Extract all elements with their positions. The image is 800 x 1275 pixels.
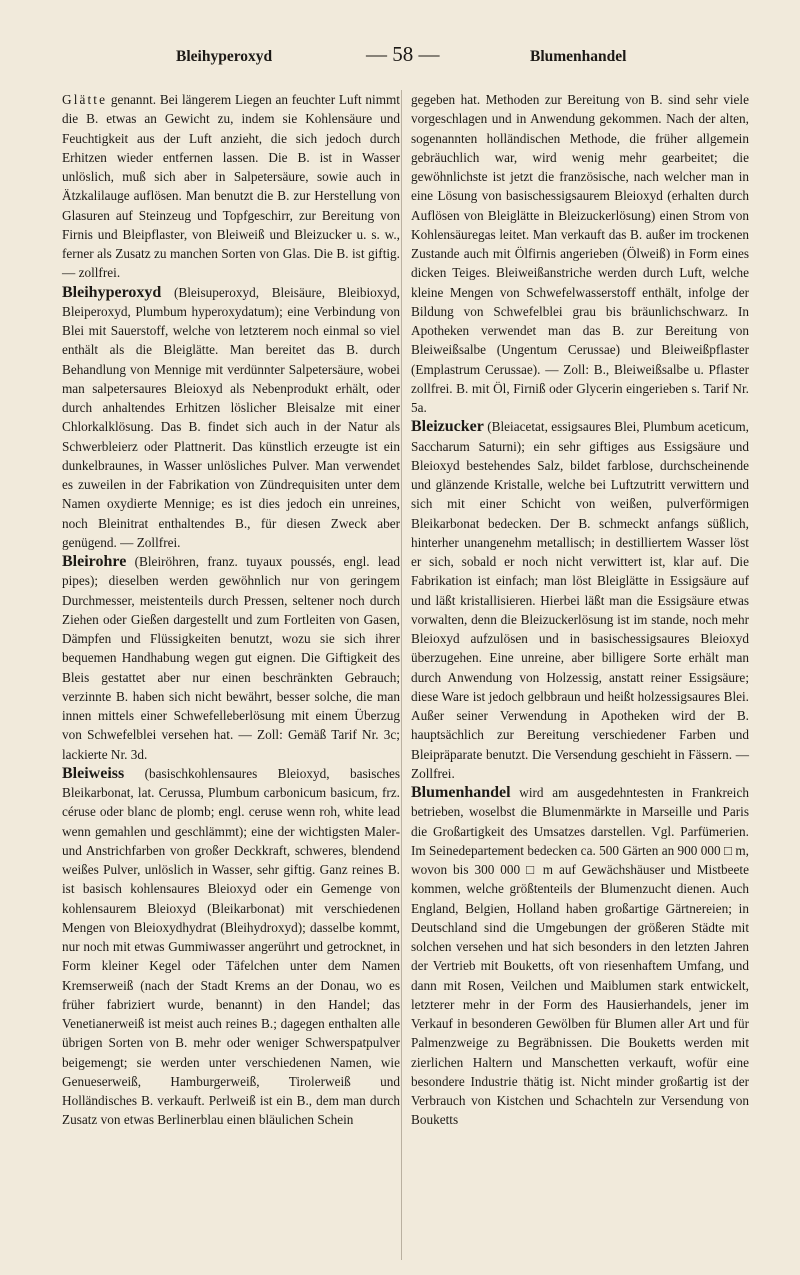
entry-text: wird am ausgedehntesten in Frankreich betrieben, woselbst die Blumenmärkte in Marseille und Paris die Großartigkeit des Umsatzes darstellen. Vgl. Parfümerien. Im Seinedepartement bedecken ca. 500 Gärten an 900 000 □ m, wovon bis 300 000 □ m auf Gewächshäuser und Mistbeete kommen, welche größtenteils der Blumenzucht dienen. Auch England, Belgien, Holland haben großartige Gärtnereien; in Deutschland sind die Umgebungen der größeren Städte mit solchen versehen und hat sich besonders in den letzten Jahren der Vertrieb mit Bouketts, oft von riesenhaftem Umfang, und dann mit Rosen, Veilchen und Maiblumen stark entwickelt, letzterer mehr in der Form des Hausierhandels, jener im Verkauf in besonderen Gewölben für Blumen aller Art und für Palmenzweige zu Begräbnissen. Die Bouketts werden mit zierlichen Haltern und Manschetten verkauft, wofür eine besondere Industrie thätig ist. Nicht minder großartig ist der Verbrauch von Kistchen und Schachteln zur Versendung von Bouketts [411,785,749,1128]
entry-keyword: Bleihyperoxyd [62,283,162,301]
header-dash-left: — [366,42,387,66]
entry-keyword: Blumenhandel [411,784,511,801]
entry-text: (basischkohlensaures Bleioxyd, basisches Bleikarbonat, lat. Cerussa, Plumbum carbonicum basicum, frz. céruse oder blanc de plomb; engl. ceruse wenn roh, white lead wenn gemahlen und geschlämmt); eine der wichtigsten Maler- und Anstrichfarben von großer Deckkraft, schweres, blendend weißes Pulver, unlöslich in Wasser, sehr giftig. Ganz reines B. ist basisch kohlensaures Bleioxyd oder ein Gemenge von kohlensaurem Bleioxyd (Bleikarbonat) mit verschiedenen Mengen von Bleioxydhydrat (Bleihydroxyd); dasselbe kommt, nur noch mit etwas Gummiwasser angerührt und getrocknet, in Form kleiner Kegel oder Täfelchen unter dem Namen Kremserweiß (nach der Stadt Krems an der Donau, wo es früher fabriziert wurde, benannt) in den Handel; das Venetianerweiß ist meist auch reines B.; dagegen enthalten alle übrigen Sorten von B. mehr oder weniger Schwerspatpulver beigemengt; sie werden unter verschiedenen Namen, wie Genueserweiß, Hamburgerweiß, Tirolerweiß und Holländisches B. verkauft. Perlweiß ist ein B., dem man durch Zusatz von etwas Berlinerblau einen bläulichen Schein [62,765,400,1128]
spaced-term: Glätte [62,92,108,107]
running-header [58,42,748,70]
column-divider [401,90,402,1260]
entry-bleirohre [62,552,400,764]
entry-blumenhandel [411,783,749,1130]
entry-text: gegeben hat. Methoden zur Bereitung von B. sind sehr viele vorgeschlagen und in Anwendung gekommen. Nach der alten, sogenannten holländischen Methode, die früher allgemein gebräuchlich war, wird wenig mehr gearbeitet; die gewöhnlichste ist jetzt die französische, nach welcher man in eine Lösung von basischessigsaurem Bleioxyd (erhalten durch Auflösen von Bleiglätte in Bleizuckerlösung) einen Strom von Kohlensäuregas leitet. Man verkauft das B. außer im trockenen Zustande auch mit Ölfirnis angerieben (Ölweiß) in Form eines dicken Teiges. Bleiweißanstriche werden durch Luft, welche kleine Mengen von Schwefelwasserstoff enthält, infolge der Bildung von Schwefelblei grau bis bräunlichschwarz. In Apotheken verwendet man das B. zur Bereitung von Bleiweißsalbe (Ungentum Cerussae) und Bleiweißpflaster (Emplastrum Cerussae). — Zoll: B., Bleiweißsalbe u. Pflaster zollfrei. B. mit Öl, Firniß oder Glycerin eingerieben s. Tarif Nr. 5a. [411,92,749,415]
entry-text: (Bleiacetat, essigsaures Blei, Plumbum aceticum, Saccharum Saturni); ein sehr giftiges aus Essigsäure und Bleioxyd bestehendes Salz, bildet farblose, durchscheinende und glänzende Kristalle, welche bei Luftzutritt verwittern und sich mit einer Schicht von weißen, pulverförmigen Bleikarbonat bedecken. Der B. schmeckt anfangs süßlich, hinterher unangenehm metallisch; in destilliertem Wasser löst er sich, sobald er noch nicht verwittert ist, klar auf. Die Fabrikation ist einfach; man löst Bleiglätte in Essigsäure auf und läßt kristallisieren. Hierbei läßt man die Essigsäure etwas vorwalten, denn die Bleizuckerlösung ist im stande, noch mehr Bleioxyd aufzulösen und in basischessigsaures Bleioxyd überzugehen. Eine unreine, aber billigere Sorte erhält man durch Anwendung von Holzessig, anstatt reiner Essigsäure; diese Ware ist jedoch gelbbraun und heißt holzessigsaures Blei. Außer seiner Verwendung in Apotheken wird der B. hauptsächlich zur Bereitung verschiedener Farben und Bleipräparate benutzt. Die Versendung geschieht in Fässern. — Zollfrei. [411,419,749,781]
entry-keyword: Bleiweiss [62,764,125,782]
entry-bleihyperoxyd [62,283,400,553]
page-number-value: 58 [392,42,414,66]
entry-text: genannt. Bei längerem Liegen an feuchter Luft nimmt die B. etwas an Gewicht zu, indem sie Kohlensäure und Feuchtigkeit aus der Luft anzieht, die sich jedoch durch Erhitzen wieder entfernen lassen. Die B. ist in Wasser unlöslich, muß sich aber in Salpetersäure, sowie auch in Ätzkalilauge auflösen. Man benutzt die B. zur Herstellung von Glasuren auf Steinzeug und Topfgeschirr, zur Bereitung von Firnis und Bleipflaster, von Bleiweiß und Bleizucker u. s. w., ferner als Zusatz zu manchen Sorten von Glas. Die B. ist giftig. — zollfrei. [62,92,400,281]
right-column [411,90,749,1130]
left-column [62,90,400,1130]
entry-bleiweiss [62,764,400,1130]
entry-keyword: Bleirohre [62,553,127,570]
entry-text: (Bleisuperoxyd, Bleisäure, Bleibioxyd, Bleiperoxyd, Plumbum hyperoxydatum); eine Verbindung von Blei mit Sauerstoff, welche von letzterem noch einmal so viel enthält als die Bleiglätte. Man bereitet das B. durch Behandlung von Mennige mit verdünnter Salpetersäure, wobei man salpetersaures Bleioxyd als Nebenprodukt erhält, oder durch anhaltendes Erhitzen löslicher Bleisalze mit einer Chlorkalklösung. Das B. findet sich auch in der Natur als Schwerbleierz oder Plattnerit. Das künstlich erzeugte ist ein dunkelbraunes, in Wasser unlösliches Pulver. Man verwendet es zuweilen in der Fabrikation von Zündrequisiten unter dem Namen oxydierte Mennige; es ist dies jedoch ein unreines, noch Bleinitrat enthaltendes B., für diesen Zweck aber genügend. — Zollfrei. [62,284,400,550]
entry-continuation [62,90,400,283]
entry-continuation [411,90,749,417]
header-left-keyword: Bleihyperoxyd [176,48,273,65]
header-right-keyword: Blumenhandel [530,48,627,65]
entry-keyword: Bleizucker [411,418,484,436]
page-number [366,42,440,67]
entry-text: (Bleiröhren, franz. tuyaux poussés, engl. lead pipes); dieselben werden gewöhnlich nur von geringem Durchmesser, meistenteils durch Pressen, seltener noch durch Ziehen oder Gießen dargestellt und zum Fortleiten von Gasen, Dämpfen und Flüssigkeiten benutzt, wozu sie sich ihrer bequemen Handhabung wegen gut eignen. Die Giftigkeit des Bleis gestattet aber nur einen beschränkten Gebrauch; verzinnte B. haben sich nicht bewährt, besser solche, die man innen mittels einer Schwefelleberlösung mit einem Überzug von Schwefelblei versehen hat. — Zoll: Gemäß Tarif Nr. 3c; lackierte Nr. 3d. [62,554,400,762]
entry-bleizucker [411,417,749,783]
header-dash-right: — [418,42,440,66]
